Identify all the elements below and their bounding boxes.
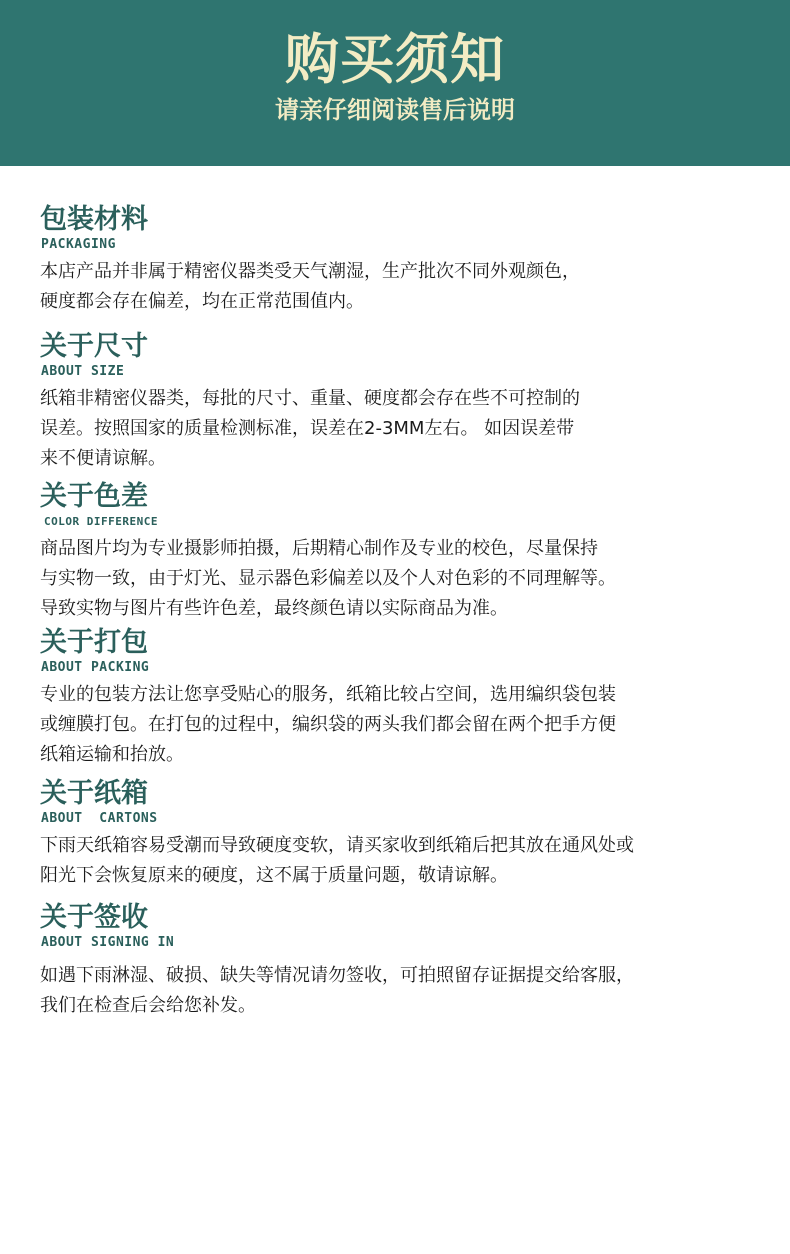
section-title: 包装材料 [40, 204, 148, 235]
section-packing [40, 627, 760, 770]
section-text-line: 本店产品并非属于精密仪器类受天气潮湿，生产批次不同外观颜色， [40, 261, 580, 282]
header-banner [0, 0, 790, 166]
section-text-line: 专业的包装方法让您享受贴心的服务，纸箱比较占空间，选用编织袋包装 [40, 684, 616, 705]
section-signing-in [40, 902, 760, 1021]
section-text-line: 或缠膜打包。在打包的过程中，编织袋的两头我们都会留在两个把手方便 [40, 714, 616, 735]
section-title: 关于纸箱 [40, 778, 148, 809]
section-text-line: 来不便请谅解。 [40, 448, 166, 469]
page-subtitle: 请亲仔细阅读售后说明 [275, 96, 515, 124]
section-text-line: 硬度都会存在偏差，均在正常范围值内。 [40, 291, 364, 312]
page-title: 购买须知 [285, 28, 505, 91]
section-subtitle: ABOUT CARTONS [41, 811, 158, 826]
section-text-line: 纸箱非精密仪器类，每批的尺寸、重量、硬度都会存在些不可控制的 [40, 388, 580, 409]
section-subtitle: PACKAGING [41, 237, 116, 252]
section-text-line: 我们在检查后会给您补发。 [40, 995, 256, 1016]
section-text-line: 与实物一致，由于灯光、显示器色彩偏差以及个人对色彩的不同理解等。 [40, 568, 616, 589]
section-subtitle: ABOUT PACKING [41, 660, 150, 675]
section-text-line: 纸箱运输和抬放。 [40, 744, 184, 765]
section-subtitle: ABOUT SIGNING IN [41, 935, 175, 950]
section-subtitle: ABOUT SIZE [41, 364, 125, 379]
section-text-line: 误差。按照国家的质量检测标准，误差在2-3MM左右。 如因误差带 [40, 418, 575, 439]
section-subtitle: COLOR DIFFERENCE [44, 515, 158, 528]
section-packaging [40, 204, 760, 317]
section-text-line: 如遇下雨淋湿、破损、缺失等情况请勿签收，可拍照留存证据提交给客服， [40, 965, 634, 986]
section-text-line: 导致实物与图片有些许色差，最终颜色请以实际商品为准。 [40, 598, 508, 619]
section-text-line: 阳光下会恢复原来的硬度，这不属于质量问题，敬请谅解。 [40, 865, 508, 886]
section-text-line: 下雨天纸箱容易受潮而导致硬度变软，请买家收到纸箱后把其放在通风处或 [40, 835, 634, 856]
section-title: 关于打包 [40, 627, 148, 658]
section-cartons [40, 778, 760, 891]
section-title: 关于签收 [40, 902, 148, 933]
section-size [40, 331, 760, 474]
section-title: 关于色差 [40, 481, 148, 512]
section-text-line: 商品图片均为专业摄影师拍摄，后期精心制作及专业的校色，尽量保持 [40, 538, 598, 559]
section-color-difference [40, 481, 760, 624]
section-title: 关于尺寸 [40, 331, 148, 362]
